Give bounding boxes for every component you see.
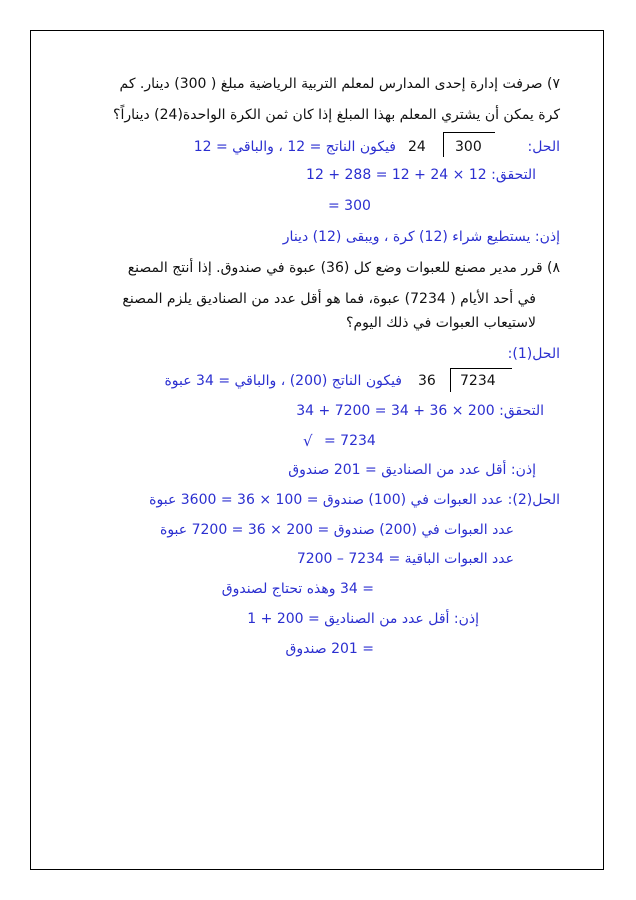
problem-7-line-1: ٧) صرفت إدارة إحدى المدارس لمعلم التربية الرياضية مبلغ ( 300) دينار. كم [119, 76, 560, 92]
check-7: التحقق: 12 × 24 + 12 = 288 + 12 [306, 167, 536, 183]
solution-1-label-8: الحل(1): [507, 346, 560, 362]
check-equals-8: = 7234 [324, 433, 376, 449]
division-bar-horizontal-7 [443, 132, 495, 133]
solution-2-line-6: = 201 صندوق [285, 641, 374, 657]
conclusion-8: إذن: أقل عدد من الصناديق = 201 صندوق [288, 462, 536, 478]
solution-2-line-4: = 34 وهذه تحتاج لصندوق [221, 581, 374, 597]
solution-2-line-3: عدد العبوات الباقية = 7234 – 7200 [296, 551, 514, 567]
problem-8-line-3: لاستيعاب العبوات في ذلك اليوم؟ [346, 315, 536, 331]
division-bar-horizontal-8 [450, 368, 512, 369]
check-equals-7: = 300 [328, 198, 371, 214]
solution-2-line-2: عدد العبوات في (200) صندوق = 200 × 36 = 7200 عبوة [159, 522, 514, 538]
division-bar-vertical-8 [450, 368, 451, 392]
solution-label-7: الحل: [527, 139, 560, 155]
check-mark-icon: √ [303, 432, 313, 450]
problem-8-line-1: ٨) قرر مدير مصنع للعبوات وضع كل (36) عبوة في صندوق. إذا أنتج المصنع [127, 260, 560, 276]
division-result-8: فيكون الناتج (200) ، والباقي = 34 عبوة [164, 373, 402, 389]
solution-2-line-5: إذن: أقل عدد من الصناديق = 200 + 1 [247, 611, 479, 627]
division-divisor-7: 24 [408, 139, 426, 155]
division-result-7: فيكون الناتج = 12 ، والباقي = 12 [193, 139, 396, 155]
check-8: التحقق: 200 × 36 + 34 = 7200 + 34 [296, 403, 544, 419]
division-divisor-8: 36 [418, 373, 436, 389]
division-bar-vertical-7 [443, 132, 444, 157]
solution-2-line-1: الحل(2): عدد العبوات في (100) صندوق = 100 × 36 = 3600 عبوة [149, 492, 560, 508]
division-dividend-7: 300 [455, 139, 482, 155]
division-dividend-8: 7234 [460, 373, 496, 389]
problem-7-line-2: كرة يمكن أن يشتري المعلم بهذا المبلغ إذا كان ثمن الكرة الواحدة(24) ديناراً؟ [113, 107, 560, 123]
page-border [30, 30, 604, 870]
problem-8-line-2: في أحد الأيام ( 7234) عبوة، فما هو أقل عدد من الصناديق يلزم المصنع [122, 291, 536, 307]
conclusion-7: إذن: يستطيع شراء (12) كرة ، ويبقى (12) دينار [282, 229, 560, 245]
